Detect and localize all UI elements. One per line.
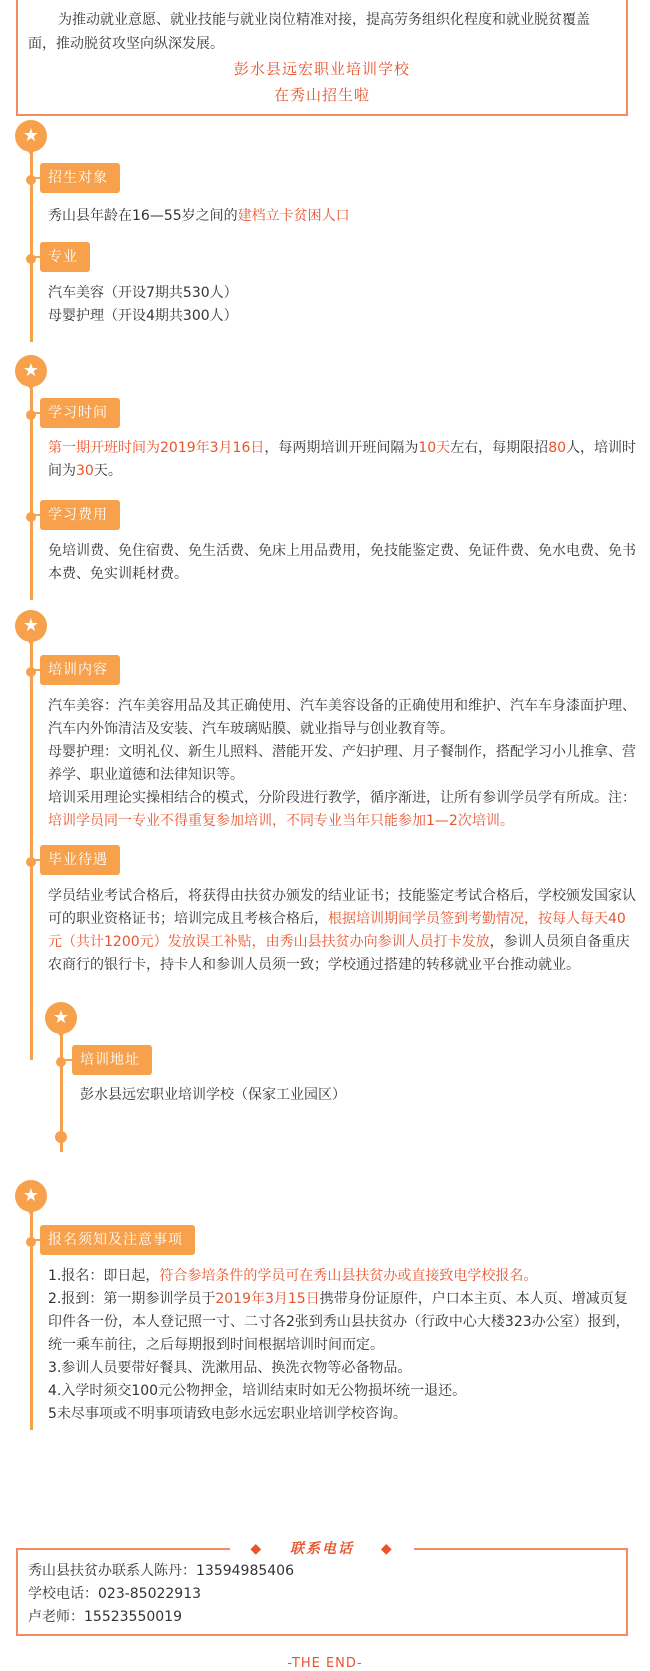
- content-method-block: [48, 787, 638, 833]
- content-method: 培训采用理论实操相结合的模式，分阶段进行教学，循序渐进，让所有参训学员学有所成。注：: [48, 790, 636, 806]
- major-line-1: 汽车美容（开设7期共530人）: [48, 285, 238, 301]
- grad-text-part: ，参训人员须自备重庆农商行的银行卡，持卡人和参训人员须一致；学校通过搭建的转移就业平台推动就业。: [48, 934, 630, 973]
- section-title: 毕业待遇: [48, 852, 108, 868]
- grad-text: [48, 885, 638, 977]
- notice-item-2-label: 2.报到：第一期参训学员于: [48, 1291, 216, 1307]
- target-text-highlight: 建档立卡贫困人口: [237, 208, 350, 224]
- timeline-line-3: [30, 640, 33, 1060]
- section-title: 招生对象: [48, 170, 108, 186]
- contact-line-2: 学校电话：023-85022913: [28, 1586, 202, 1602]
- section-tag-grad: [40, 845, 120, 875]
- tag-connector: [30, 514, 40, 516]
- target-text-plain: 秀山县年龄在16—55岁之间的: [48, 208, 238, 224]
- contact-title-text: 联系电话: [280, 1541, 364, 1557]
- star-icon: ★: [15, 120, 47, 152]
- tag-connector: [30, 859, 40, 861]
- time-text-part: 人，培训时间为: [48, 440, 637, 479]
- notice-item-2-text: 携带身份证原件，户口本主页、本人页、增减页复印件各一份，本人登记照一寸、二寸各2张到秀山县扶贫办（行政中心大楼323办公室）报到，统一乘车前往，之后每期报到时间根据培训时间而定。: [48, 1291, 630, 1353]
- notice-item-3: 3.参训人员要带好餐具、洗漱用品、换洗衣物等必备物品。: [48, 1360, 412, 1376]
- star-icon: ★: [15, 355, 47, 387]
- target-text: [48, 205, 638, 228]
- star-icon: ★: [15, 1180, 47, 1212]
- contact-line-3: 卢老师：15523550019: [28, 1609, 182, 1625]
- star-icon: ★: [45, 1002, 77, 1034]
- content-auto: 汽车美容：汽车美容用品及其正确使用、汽车美容设备的正确使用和维护、汽车车身漆面护理、汽车内外饰清洁及安装、汽车玻璃贴膜、就业指导与创业教育等。: [48, 698, 636, 737]
- timeline-dot: [55, 1131, 67, 1143]
- tag-connector: [30, 412, 40, 414]
- time-interval: 10天: [418, 440, 451, 456]
- section-tag-fee: [40, 500, 120, 530]
- time-limit: 80: [548, 440, 567, 456]
- section-title: 培训内容: [48, 662, 108, 678]
- time-text: [48, 437, 638, 483]
- notice-item-2: [48, 1288, 638, 1357]
- time-text-part: 天。: [93, 463, 122, 479]
- notice-text: [48, 1265, 638, 1426]
- section-title: 学习时间: [48, 405, 108, 421]
- section-tag-address: [72, 1045, 152, 1075]
- intro-school-name: 彭水县远宏职业培训学校: [233, 60, 410, 78]
- notice-item-1: [48, 1265, 638, 1288]
- diamond-icon: ◆: [364, 1541, 404, 1557]
- grad-text-part: 学员结业考试合格后，将获得由扶贫办颁发的结业证书；技能鉴定考试合格后，学校颁发国家认可的职业资格证书；培训完成且考核合格后，: [48, 888, 636, 927]
- content-text: [48, 695, 638, 833]
- notice-item-2-date: 2019年3月15日: [215, 1291, 320, 1307]
- intro-box: [16, 0, 628, 116]
- time-text-part: 左右，每期限招: [450, 440, 549, 456]
- content-baby: 母婴护理：文明礼仪、新生儿照料、潜能开发、产妇护理、月子餐制作，搭配学习小儿推拿、营养学、职业道德和法律知识等。: [48, 744, 636, 783]
- major-text: [48, 282, 638, 328]
- grad-subsidy: 根据培训期间学员签到考勤情况，按每人每天40元（共计1200元）发放误工补贴，由秀山县扶贫办向参训人员打卡发放: [48, 911, 626, 950]
- fee-text: 免培训费、免住宿费、免生活费、免床上用品费用，免技能鉴定费、免证件费、免水电费、免书本费、免实训耗材费。: [48, 543, 636, 582]
- section-tag-major: [40, 242, 90, 272]
- time-start-date: 第一期开班时间为2019年3月16日: [48, 440, 265, 456]
- notice-item-5: 5未尽事项或不明事项请致电彭水远宏职业培训学校咨询。: [48, 1406, 407, 1422]
- notice-item-1-highlight: 符合参培条件的学员可在秀山县扶贫办或直接致电学校报名。: [159, 1268, 538, 1284]
- section-title: 报名须知及注意事项: [48, 1232, 183, 1248]
- notice-item-4: 4.入学时须交100元公物押金，培训结束时如无公物损坏统一退还。: [48, 1383, 467, 1399]
- intro-text: 为推动就业意愿、就业技能与就业岗位精准对接，提高劳务组织化程度和就业脱贫覆盖面，推动脱贫攻坚向纵深发展。: [28, 12, 590, 52]
- the-end: -THE END-: [287, 1656, 363, 1671]
- section-title: 专业: [48, 249, 78, 265]
- intro-subtitle: 在秀山招生啦: [273, 86, 370, 104]
- contact-title: [18, 1538, 626, 1558]
- section-title: 培训地址: [80, 1052, 140, 1068]
- time-text-part: ，每两期培训开班间隔为: [264, 440, 419, 456]
- diamond-icon: ◆: [240, 1541, 280, 1557]
- contact-box: [16, 1541, 628, 1636]
- tag-connector: [60, 1059, 72, 1061]
- tag-connector: [30, 669, 40, 671]
- address-text: 彭水县远宏职业培训学校（保家工业园区）: [80, 1087, 346, 1103]
- tag-connector: [30, 177, 40, 179]
- section-tag-time: [40, 398, 120, 428]
- section-title: 学习费用: [48, 507, 108, 523]
- major-line-2: 母婴护理（开设4期共300人）: [48, 308, 238, 324]
- section-tag-content: [40, 655, 120, 685]
- time-duration: 30: [76, 463, 94, 479]
- section-tag-target: [40, 163, 120, 193]
- star-icon: ★: [15, 610, 47, 642]
- tag-connector: [30, 1239, 40, 1241]
- notice-item-1-label: 1.报名：即日起，: [48, 1268, 160, 1284]
- content-note: 培训学员同一专业不得重复参加培训，不同专业当年只能参加1—2次培训。: [48, 813, 514, 829]
- contact-line-1: 秀山县扶贫办联系人陈丹：13594985406: [28, 1563, 294, 1579]
- section-tag-notice: [40, 1225, 195, 1255]
- tag-connector: [30, 256, 40, 258]
